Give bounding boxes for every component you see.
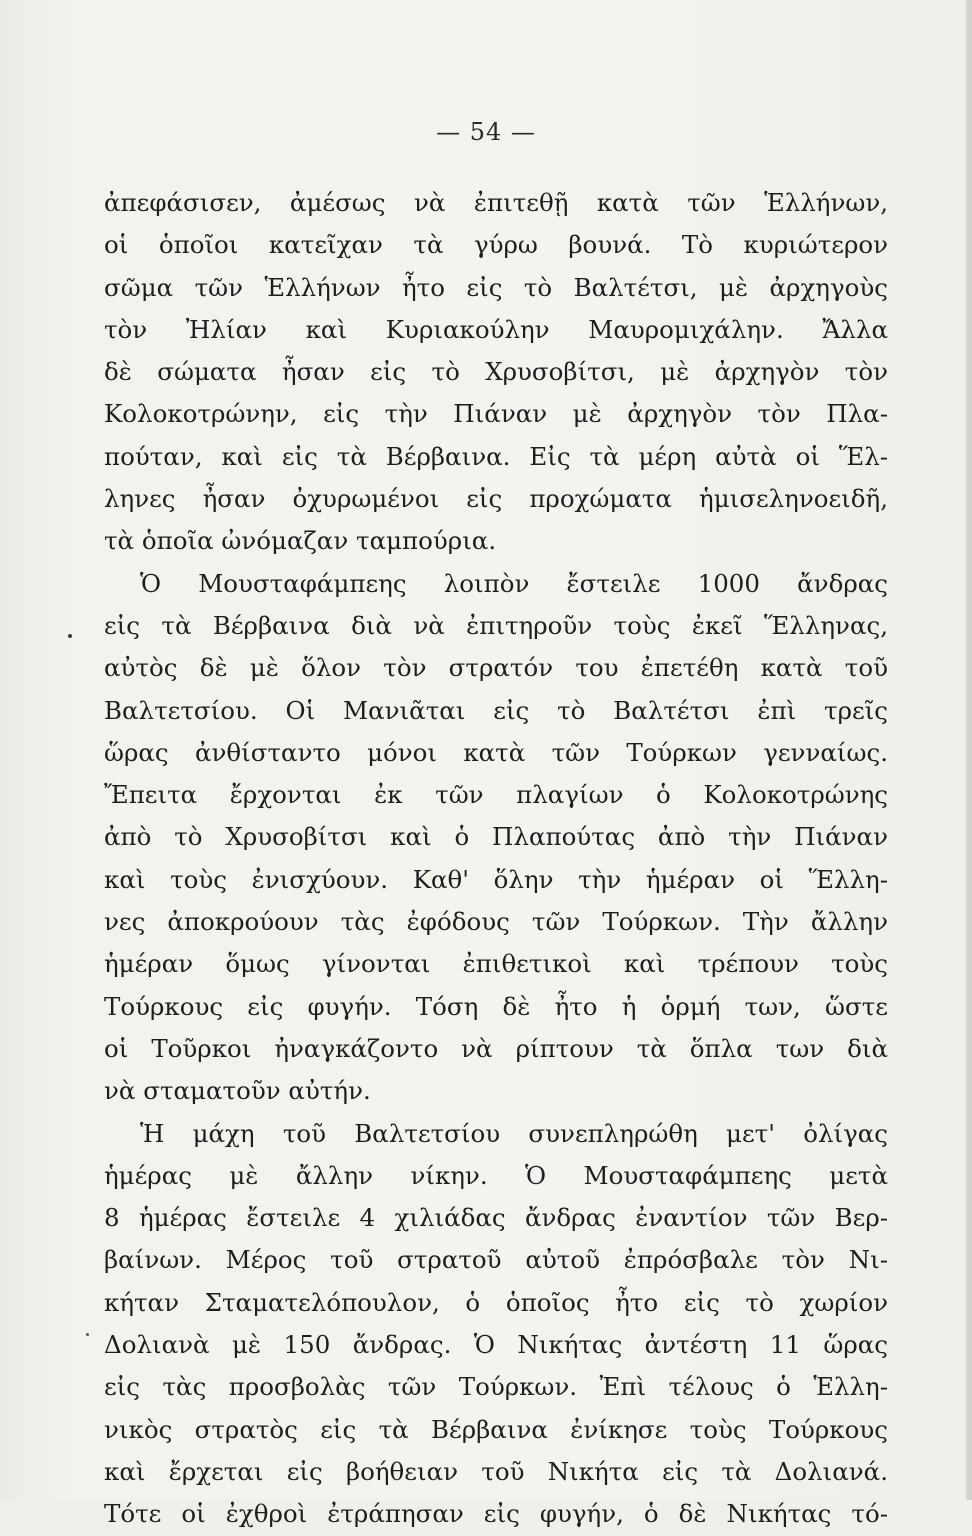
text-line: σῶμα τῶν Ἑλλήνων ἦτο εἰς τὸ Βαλτέτσι, μὲ ἀρχηγοὺς xyxy=(104,272,888,302)
text-line: καὶ τοὺς ἐνισχύουν. Καθ' ὅλην τὴν ἡμέραν οἱ Ἕλλη- xyxy=(104,864,888,894)
text-line: ληνες ἦσαν ὀχυρωμένοι εἰς προχώματα ἡμισεληνοειδῆ, xyxy=(104,484,888,514)
text-line: Βαλτετσίου. Οἱ Μανιᾶται εἰς τὸ Βαλτέτσι ἐπὶ τρεῖς xyxy=(104,695,888,725)
text-line: ὥρας ἀνθίσταντο μόνοι κατὰ τῶν Τούρκων γενναίως. xyxy=(104,737,888,767)
paragraph-start-line: Ὁ Μουσταφάμπεης λοιπὸν ἔστειλε 1000 ἄνδρας xyxy=(140,568,888,598)
text-line: τὸν Ἠλίαν καὶ Κυριακούλην Μαυρομιχάλην. Ἄλλα xyxy=(104,314,888,344)
page-edge-shadow xyxy=(966,0,972,1500)
paragraph-start-line: Ἡ μάχη τοῦ Βαλτετσίου συνεπληρώθη μετ' ὀλίγας xyxy=(140,1118,888,1148)
text-line: πούταν, καὶ εἰς τὰ Βέρβαινα. Εἰς τὰ μέρη αὐτὰ οἱ Ἕλ- xyxy=(104,441,888,471)
text-line: ἡμέρας μὲ ἄλλην νίκην. Ὁ Μουσταφάμπεης μετὰ xyxy=(104,1160,888,1190)
text-line: νὰ σταματοῦν αὐτήν. xyxy=(104,1076,371,1106)
text-line: Τότε οἱ ἐχθροὶ ἐτράπησαν εἰς φυγήν, ὁ δὲ Νικήτας τό- xyxy=(104,1499,888,1529)
text-line: αὐτὸς δὲ μὲ ὅλον τὸν στρατόν του ἐπετέθη κατὰ τοῦ xyxy=(104,653,888,683)
text-line: βαίνων. Μέρος τοῦ στρατοῦ αὐτοῦ ἐπρόσβαλε τὸν Νι- xyxy=(104,1245,888,1275)
text-line: νικὸς στρατὸς εἰς τὰ Βέρβαινα ἐνίκησε τοὺς Τούρκους xyxy=(104,1414,888,1444)
text-line: εἰς τὰ Βέρβαινα διὰ νὰ ἐπιτηροῦν τοὺς ἐκεῖ Ἕλληνας, xyxy=(104,610,888,640)
text-line: εἰς τὰς προσβολὰς τῶν Τούρκων. Ἐπὶ τέλους ὁ Ἑλλη- xyxy=(104,1372,888,1402)
page-number: — 54 — xyxy=(436,118,536,146)
text-line: Ἔπειτα ἔρχονται ἐκ τῶν πλαγίων ὁ Κολοκοτρώνης xyxy=(104,780,888,810)
text-line: οἱ ὁποῖοι κατεῖχαν τὰ γύρω βουνά. Τὸ κυριώτερον xyxy=(104,230,888,260)
text-line: ἀπεφάσισεν, ἀμέσως νὰ ἐπιτεθῇ κατὰ τῶν Ἑλλήνων, xyxy=(104,188,888,217)
text-line: ἡμέραν ὅμως γίνονται ἐπιθετικοὶ καὶ τρέπουν τοὺς xyxy=(104,949,888,979)
text-line: νες ἀποκρούουν τὰς ἐφόδους τῶν Τούρκων. Τὴν ἄλλην xyxy=(104,907,888,937)
text-line: δὲ σώματα ἦσαν εἰς τὸ Χρυσοβίτσι, μὲ ἀρχηγὸν τὸν xyxy=(104,357,888,387)
text-line: κήταν Σταματελόπουλον, ὁ ὁποῖος ἦτο εἰς τὸ χωρίον xyxy=(104,1287,888,1317)
text-line: ἀπὸ τὸ Χρυσοβίτσι καὶ ὁ Πλαπούτας ἀπὸ τὴν Πιάναν xyxy=(104,822,888,852)
text-line: καὶ ἔρχεται εἰς βοήθειαν τοῦ Νικήτα εἰς τὰ Δολιανά. xyxy=(104,1456,888,1486)
body-text xyxy=(104,182,888,1536)
text-line: οἱ Τοῦρκοι ἠναγκάζοντο νὰ ρίπτουν τὰ ὅπλα των διὰ xyxy=(104,1033,888,1063)
text-line: Κολοκοτρώνην, εἰς τὴν Πιάναν μὲ ἀρχηγὸν τὸν Πλα- xyxy=(104,399,888,429)
text-line: Τούρκους εἰς φυγήν. Τόση δὲ ἦτο ἡ ὁρμή των, ὥστε xyxy=(104,991,888,1021)
ink-speck xyxy=(86,1333,89,1336)
text-line: Δολιανὰ μὲ 150 ἄνδρας. Ὁ Νικήτας ἀντέστη 11 ὥρας xyxy=(104,1330,888,1360)
ink-speck xyxy=(68,634,72,638)
text-line: τὰ ὁποῖα ὠνόμαζαν ταμπούρια. xyxy=(104,526,497,556)
text-line: 8 ἡμέρας ἔστειλε 4 χιλιάδας ἄνδρας ἐναντίον τῶν Βερ- xyxy=(104,1203,888,1233)
